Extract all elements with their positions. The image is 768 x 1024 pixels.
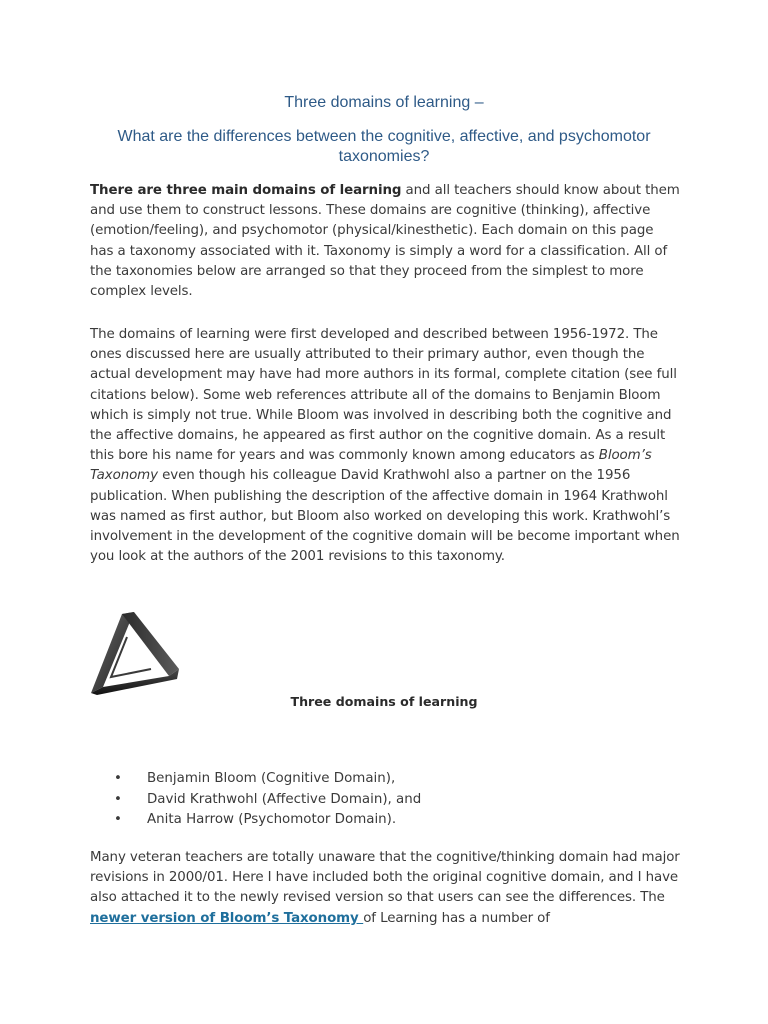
list-item-text: Anita Harrow (Psychomotor Domain). xyxy=(147,812,397,827)
list-item xyxy=(90,769,421,790)
history-text-before: The domains of learning were first developed and described between 1956-1972. The ones discussed here are usually attributed to their primary author, even though the actual development may have had more authors in its formal, complete citation (see full citations below). Some web references attribute all of the domains to Benjamin Bloom which is simply not true. While Bloom was involved in describing both the cognitive and the affective domains, he appeared as first author on the cognitive domain. As a result this bore his name for years and was commonly known among educators as xyxy=(90,327,677,464)
penrose-triangle-icon xyxy=(89,609,181,697)
revisions-paragraph xyxy=(90,848,680,929)
page-title: Three domains of learning – xyxy=(284,94,484,111)
figure-caption: Three domains of learning xyxy=(290,694,478,709)
revisions-text-after: of Learning has a number of xyxy=(363,910,550,926)
history-text-after: even though his colleague David Krathwohl also a partner on the 1956 publication. When publishing the description of the affective domain in 1964 Krathwohl was named as first author, but Bloom also worked on developing this work. Krathwohl’s involvement in the development of the cognitive domain will be become important when you look at the authors of the 2001 revisions to this taxonomy. xyxy=(90,468,680,565)
bullet: • xyxy=(114,791,122,807)
list-item xyxy=(90,810,421,831)
list-item xyxy=(90,790,421,811)
list-item-text: David Krathwohl (Affective Domain), and xyxy=(147,791,422,807)
page-subtitle: What are the differences between the cognitive, affective, and psychomotor taxonomies? xyxy=(117,128,651,165)
intro-bold-lead: There are three main domains of learning xyxy=(90,183,402,198)
revisions-text-before: Many veteran teachers are totally unaware that the cognitive/thinking domain had major revisions in 2000/01. Here I have included both the original cognitive domain, and I have also attached it to the newly revised version so that users can see the differences. The xyxy=(90,850,680,906)
intro-text: and all teachers should know about them and use them to construct lessons. These domains are cognitive (thinking), affective (emotion/feeling), and psychomotor (physical/kinesthetic). Each domain on this page has a taxonomy associated with it. Taxonomy is simply a word for a classification. All of the taxonomies below are arranged so that they proceed from the simplest to more complex levels. xyxy=(90,183,680,300)
authors-list xyxy=(90,769,421,831)
blooms-taxonomy-italic: Bloom’s Taxonomy xyxy=(90,448,652,484)
bullet: • xyxy=(114,812,122,827)
list-item-text: Benjamin Bloom (Cognitive Domain), xyxy=(147,771,396,786)
intro-paragraph xyxy=(90,181,680,302)
bullet: • xyxy=(114,771,122,786)
history-paragraph xyxy=(90,325,680,567)
blooms-taxonomy-link[interactable]: newer version of Bloom’s Taxonomy xyxy=(90,910,364,926)
